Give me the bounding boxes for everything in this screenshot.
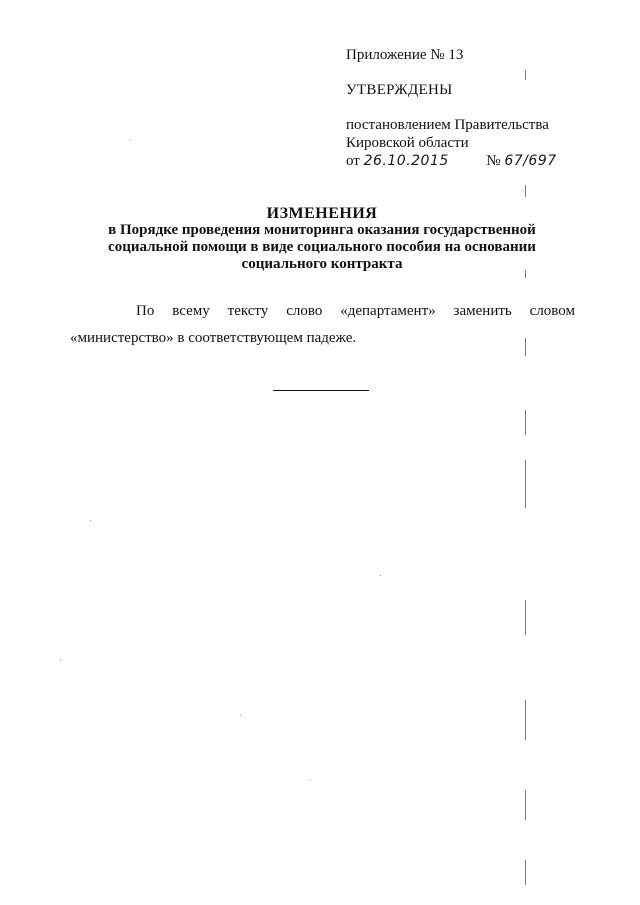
date-prefix: от: [346, 153, 360, 169]
scan-artifact: [525, 860, 526, 885]
scan-artifact: [525, 185, 526, 197]
handwritten-number: 67/697: [504, 153, 557, 169]
paragraph-line-1: По всему тексту слово «департамент» заменить словом: [136, 303, 575, 319]
title-main: ИЗМЕНЕНИЯ: [266, 205, 378, 222]
scan-artifact: [525, 790, 526, 820]
date-number-line: [346, 152, 606, 170]
scan-dot: [240, 715, 241, 716]
resolution-line-1: постановлением Правительства: [346, 117, 549, 133]
end-rule: [273, 390, 369, 391]
scan-artifact: [525, 338, 526, 356]
scan-dot: [380, 575, 381, 576]
title-line-1: в Порядке проведения мониторинга оказания государственной: [108, 222, 536, 238]
body-paragraph: [70, 298, 575, 352]
scan-dot: [90, 520, 91, 521]
title-line-2: социальной помощи в виде социального пособия на основании: [108, 239, 536, 255]
scan-dot: [60, 660, 61, 661]
scan-artifact: [525, 460, 526, 508]
scan-artifact: [525, 410, 526, 435]
scan-dot: [130, 140, 131, 141]
title-line-3: социального контракта: [241, 256, 403, 272]
approved-stamp-text: УТВЕРЖДЕНЫ: [346, 82, 453, 98]
number-prefix: №: [486, 153, 501, 169]
appendix-number: Приложение № 13: [346, 47, 464, 63]
paragraph-line-2: «министерство» в соответствующем падеже.: [70, 330, 357, 346]
scan-artifact: [525, 600, 526, 635]
document-title: [90, 205, 554, 273]
approval-block: [346, 46, 606, 170]
scan-dot: [310, 780, 311, 781]
resolution-line-2: Кировской области: [346, 135, 469, 151]
scan-artifact: [525, 70, 526, 80]
scan-artifact: [525, 700, 526, 740]
scan-artifact: [525, 270, 526, 278]
handwritten-date: 26.10.2015: [363, 153, 449, 169]
